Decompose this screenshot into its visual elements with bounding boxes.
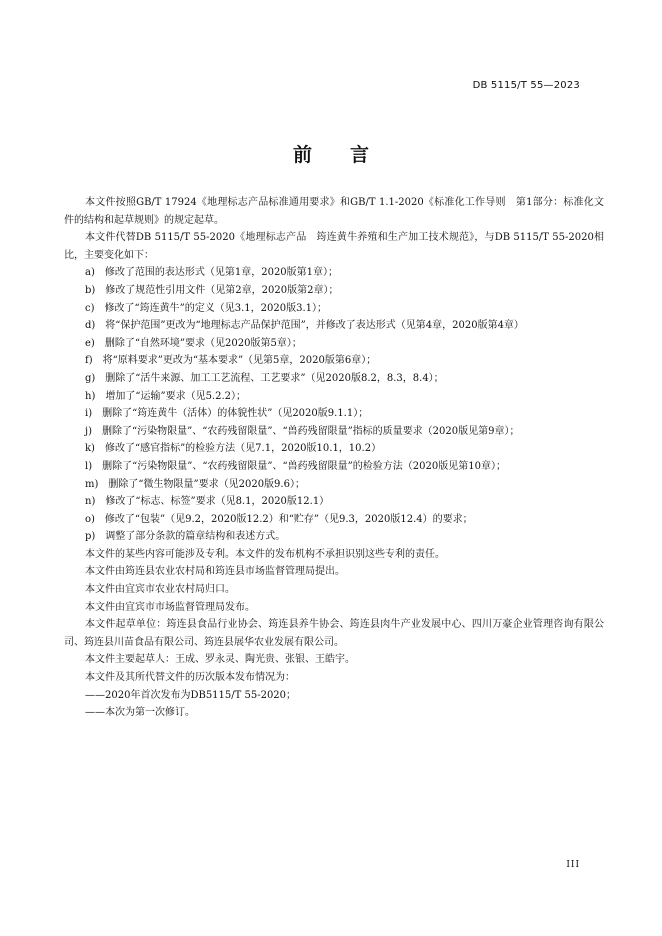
list-item: l) 删除了“污染物限量”、“农药残留限量”、“兽药残留限量”的检验方法（2020版见第10章）； [85, 460, 506, 472]
list-item: m) 删除了“微生物限量”要求（见2020版9.6）； [85, 478, 305, 490]
list-item: k) 修改了“感官指标”的检验方法（见7.1，2020版10.1，10.2） [85, 443, 382, 455]
note-paragraph: 本文件由宜宾市市场监督管理局发布。 [85, 601, 255, 613]
list-item: p) 调整了部分条款的篇章结构和表述方式。 [85, 531, 286, 543]
note-paragraph: 本文件的某些内容可能涉及专利。本文件的发布机构不承担识别这些专利的责任。 [85, 548, 445, 560]
history-item: ——2020年首次发布为DB5115/T 55-2020； [85, 689, 297, 701]
intro-paragraph: 本文件按照GB/T 17924《地理标志产品标准通用要求》和GB/T 1.1-2020《标准化工作导则 第1部分：标准化文件的结构和起草规则》的规定起草。 [64, 197, 604, 226]
list-item: g) 删除了“活牛来源、加工工艺流程、工艺要求”（见2020版8.2，8.3，8.4）； [85, 372, 444, 384]
drafting-units: 本文件起草单位：筠连县食品行业协会、筠连县养牛协会、筠连县肉牛产业发展中心、四川万豪企业管理咨询有限公司、筠连县川苗食品有限公司、筠连县展华农业发展有限公司。 [64, 619, 604, 648]
standard-code: DB 5115/T 55—2023 [472, 80, 580, 91]
list-item: a) 修改了范围的表达形式（见第1章，2020版第1章）； [85, 267, 339, 279]
list-item: c) 修改了“筠连黄牛”的定义（见3.1，2020版3.1）； [85, 302, 327, 314]
list-item: j) 删除了“污染物限量”、“农药残留限量”、“兽药残留限量”指标的质量要求（2020版见第9章）； [85, 425, 520, 437]
list-item: d) 将“保护范围”更改为“地理标志产品保护范围”，并修改了表达形式（见第4章，2020版第4章） [85, 320, 524, 332]
version-history-heading: 本文件及其所代替文件的历次版本发布情况为： [85, 672, 295, 684]
list-item: f) 将“原料要求”更改为“基本要求”（见第5章，2020版第6章）； [85, 355, 377, 367]
page-number: III [566, 860, 580, 870]
note-paragraph: 本文件由宜宾市农业农村局归口。 [85, 584, 235, 596]
intro-paragraph: 本文件代替DB 5115/T 55-2020《地理标志产品 筠连黄牛养殖和生产加工技术规范》，与DB 5115/T 55-2020相比，主要变化如下： [64, 232, 604, 261]
note-paragraph: 本文件由筠连县农业农村局和筠连县市场监督管理局提出。 [85, 566, 345, 578]
changes-list [64, 264, 604, 546]
list-item: i) 删除了“筠连黄牛（活体）的体貌性状”（见2020版9.1.1）； [85, 408, 369, 420]
list-item: n) 修改了“标志、标签”要求（见8.1，2020版12.1） [85, 496, 330, 508]
list-item: o) 修改了“包装”（见9.2，2020版12.2）和“贮存”（见9.3，2020版12.4）的要求； [85, 513, 473, 525]
list-item: h) 增加了“运输”要求（见5.2.2）； [85, 390, 247, 402]
history-item: ——本次为第一次修订。 [85, 707, 195, 719]
list-item: b) 修改了规范性引用文件（见第2章，2020版第2章）； [85, 284, 339, 296]
list-item: e) 删除了“自然环境”要求（见2020版第5章）； [85, 337, 302, 349]
drafters: 本文件主要起草人：王成、罗永灵、陶光贵、张银、王皓宇。 [85, 654, 355, 666]
page-title: 前言 [292, 144, 407, 166]
foreword-body [64, 194, 604, 722]
